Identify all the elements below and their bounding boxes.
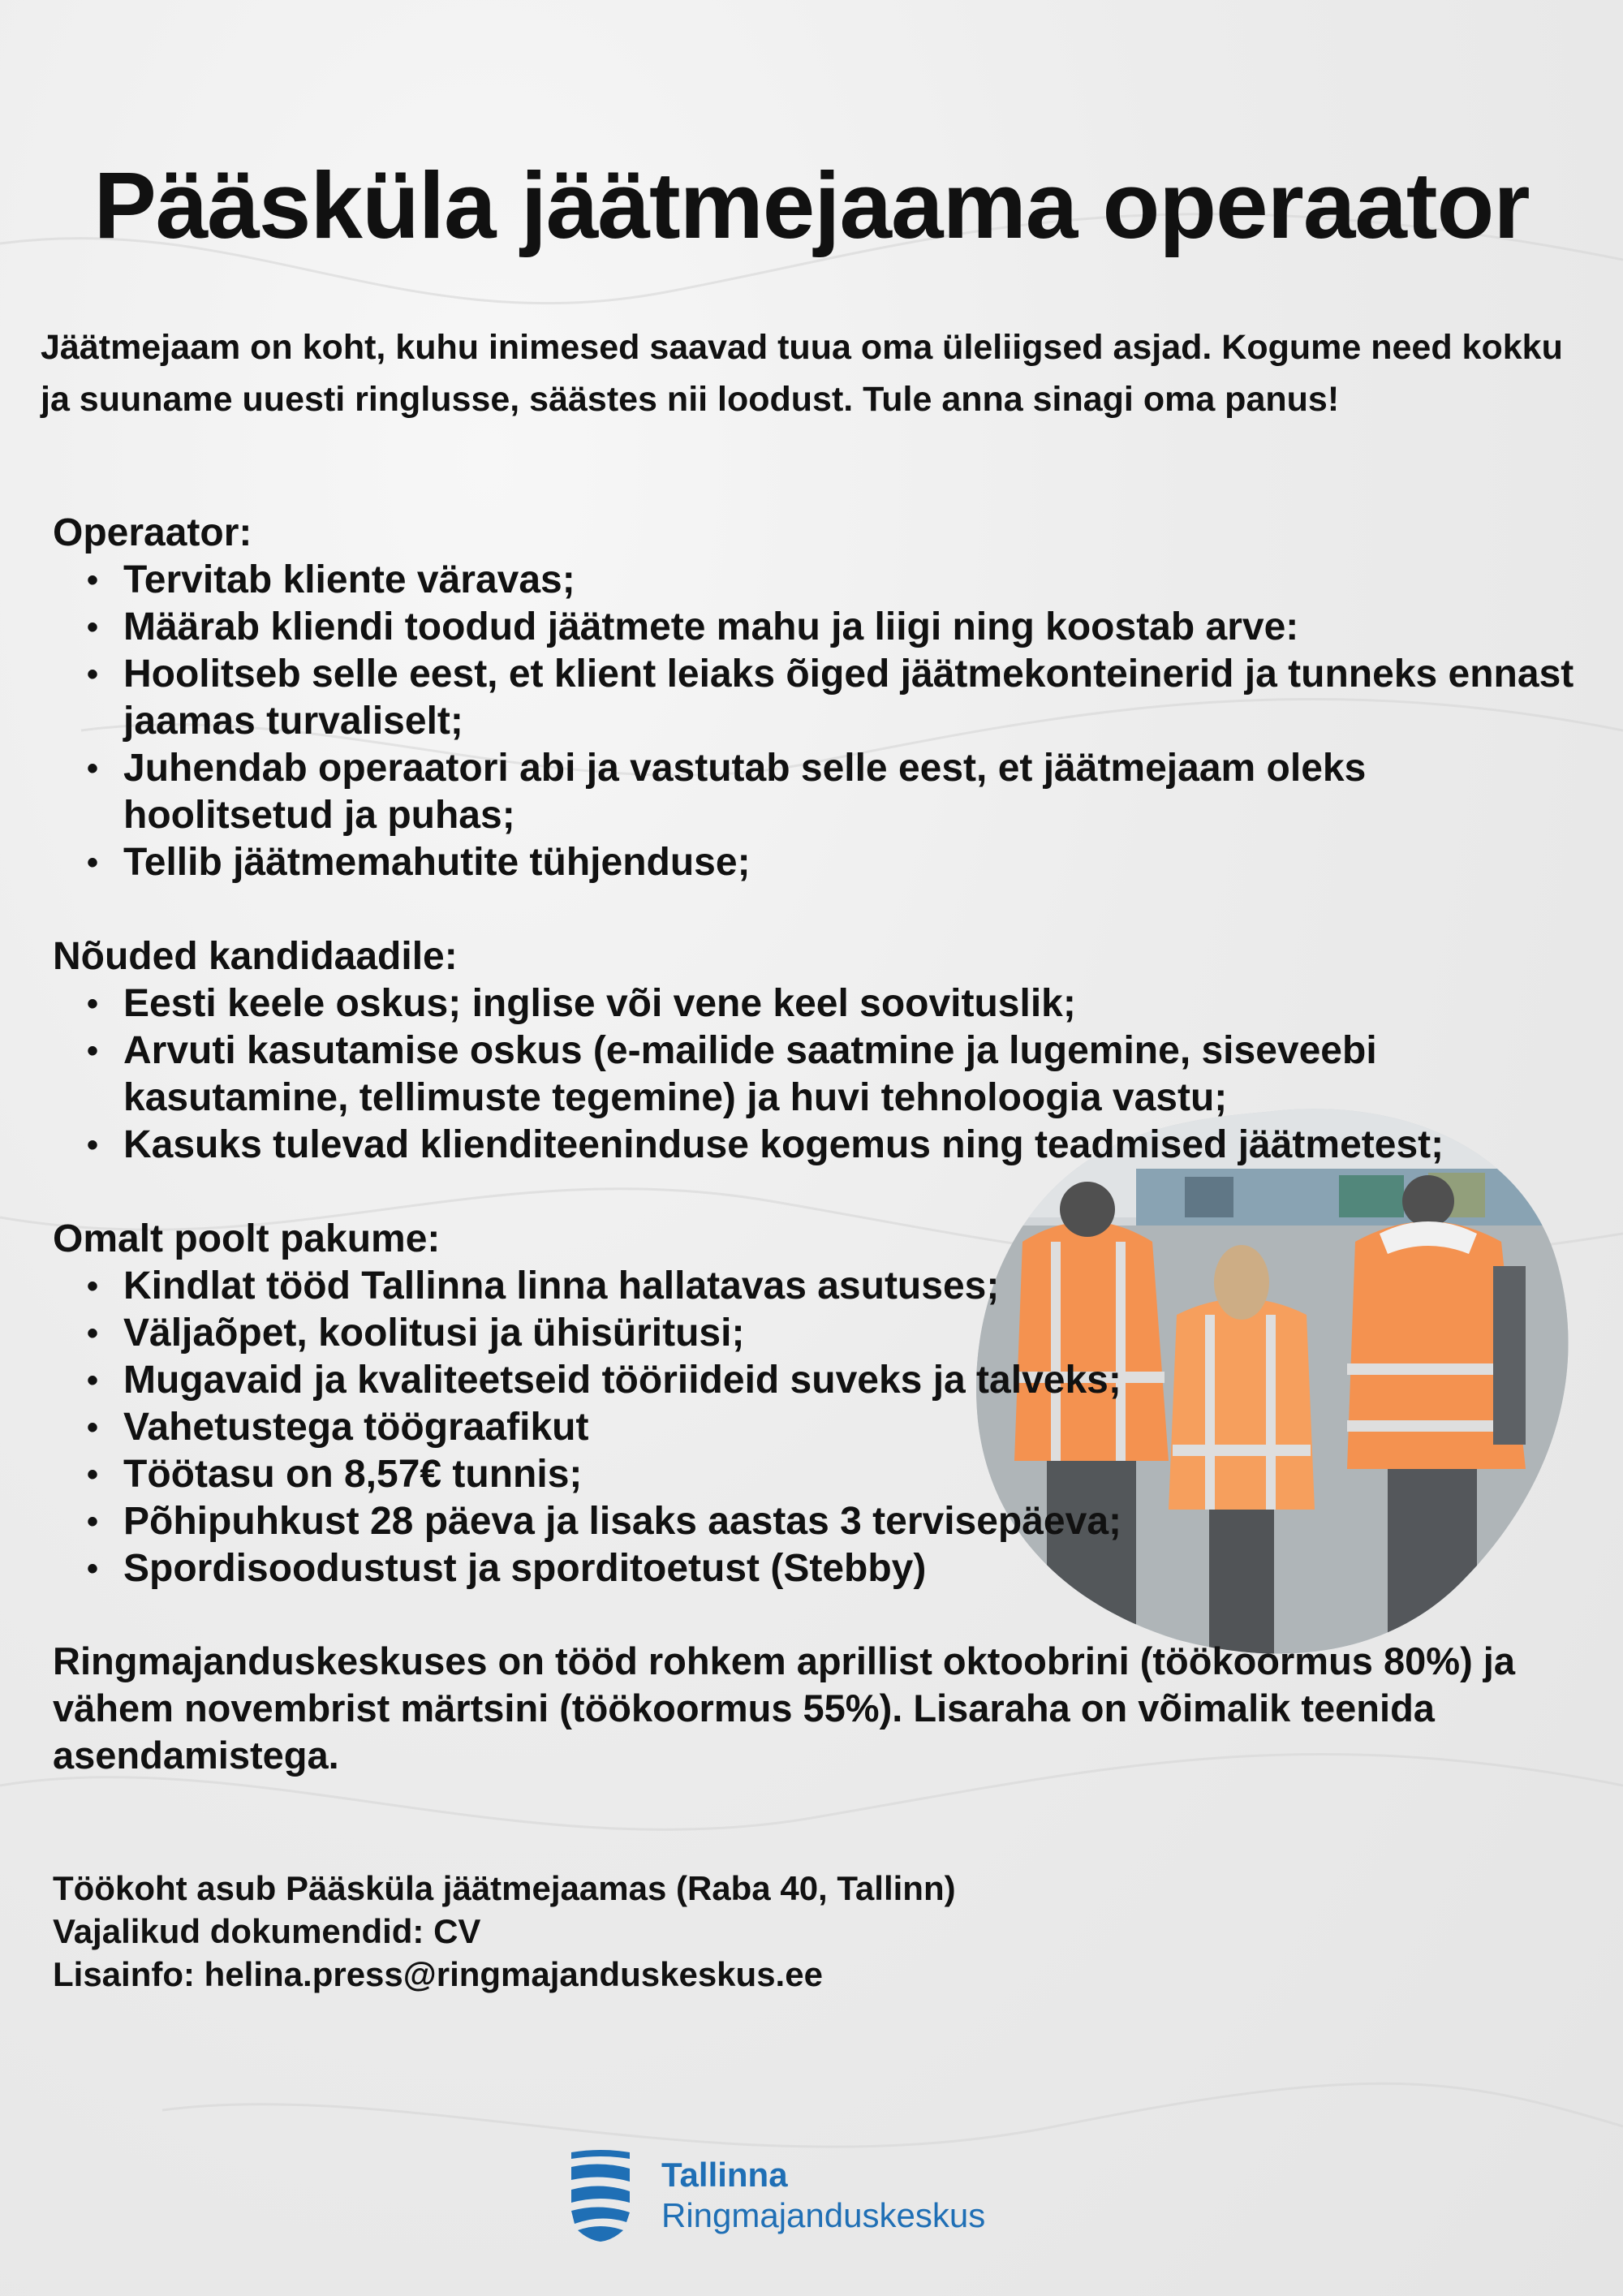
list-item: • Vahetustega töögraafikut [123, 1404, 1578, 1451]
list-item: • Eesti keele oskus; inglise või vene keel soovituslik; [123, 980, 1578, 1027]
requirements-section [53, 933, 1578, 1169]
list-item: • Kasuks tulevad klienditeeninduse kogemus ning teadmised jäätmetest; [123, 1122, 1578, 1169]
logo-line-ringmajanduskeskus: Ringmajanduskeskus [661, 2196, 986, 2234]
list-item: • Põhipuhkust 28 päeva ja lisaks aastas 3 tervisepäeva; [123, 1498, 1578, 1545]
logo-text [661, 2156, 985, 2237]
list-item: • Määrab kliendi toodud jäätmete mahu ja liigi ning koostab arve: [123, 604, 1578, 651]
list-item: • Juhendab operaatori abi ja vastutab selle eest, et jäätmejaam oleks hoolitsetud ja puhas; [123, 745, 1578, 839]
list-item: • Väljaõpet, koolitusi ja ühisüritusi; [123, 1310, 1578, 1357]
offer-list [53, 1263, 1578, 1592]
intro-paragraph: Jäätmejaam on koht, kuhu inimesed saavad tuua oma üleliigsed asjad. Kogume need kokku ja suuname uuesti ringlusse, säästes nii loodust. Tule anna sinagi oma panus! [41, 328, 1563, 419]
list-item: • Tellib jäätmemahutite tühjenduse; [123, 839, 1578, 886]
list-item: • Hoolitseb selle eest, et klient leiaks õiged jäätmekonteinerid ja tunneks ennast jaamas turvaliselt; [123, 651, 1578, 745]
tallinn-shield-icon [568, 2149, 633, 2242]
requirements-heading: Nõuded kandidaadile: [53, 935, 458, 978]
operator-duties-list [53, 557, 1578, 886]
tallinn-ringmajanduskeskus-logo [568, 2149, 1022, 2246]
info-email-line[interactable]: Lisainfo: helina.press@ringmajanduskeskus.ee [53, 1955, 823, 1993]
list-item: • Tervitab kliente väravas; [123, 557, 1578, 604]
documents-line: Vajalikud dokumendid: CV [53, 1912, 481, 1950]
list-item: • Mugavaid ja kvaliteetseid tööriideid suveks ja talveks; [123, 1357, 1578, 1404]
requirements-list [53, 980, 1578, 1169]
operator-duties-section [53, 510, 1578, 886]
list-item: • Arvuti kasutamise oskus (e-mailide saatmine ja lugemine, siseveebi kasutamine, tellimuste tegemine) ja huvi tehnoloogia vastu; [123, 1027, 1578, 1122]
offer-heading: Omalt poolt pakume: [53, 1217, 441, 1260]
list-item: • Spordisoodustust ja sporditoetust (Stebby) [123, 1545, 1578, 1592]
operator-heading: Operaator: [53, 511, 252, 554]
page-title: Pääsküla jäätmejaama operaator [93, 153, 1530, 258]
list-item: • Kindlat tööd Tallinna linna hallatavas asutuses; [123, 1263, 1578, 1310]
contact-info [53, 1867, 1270, 1996]
offer-section [53, 1216, 1578, 1592]
location-line: Töökoht asub Pääsküla jäätmejaamas (Raba 40, Tallinn) [53, 1869, 956, 1907]
workload-paragraph: Ringmajanduskeskuses on tööd rohkem aprillist oktoobrini (töökoormus 80%) ja vähem novembrist märtsini (töökoormus 55%). Lisaraha on võimalik teenida asendamistega. [53, 1639, 1515, 1777]
logo-line-tallinna: Tallinna [661, 2156, 788, 2194]
list-item: • Töötasu on 8,57€ tunnis; [123, 1451, 1578, 1498]
